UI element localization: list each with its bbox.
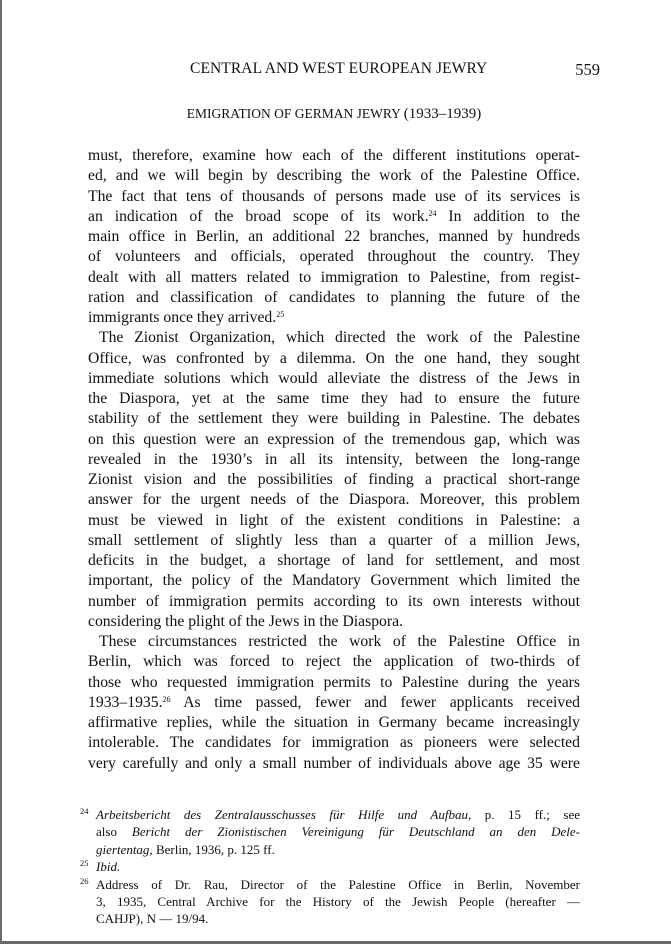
body-line: These circumstances restricted the work of the Palestine Office in: [99, 633, 580, 650]
page-number: 559: [575, 60, 600, 79]
footnote-italic: Bericht der Zionistischen Vereinigung für Deutschland an den Dele-: [131, 824, 580, 840]
body-line: Berlin, which was forced to reject the application of two-thirds of: [88, 653, 580, 671]
running-header: [88, 60, 600, 84]
footnote-line: [80, 858, 580, 875]
footnote-reference-26[interactable]: 26: [162, 694, 171, 704]
body-line-part: 1933–1935.: [88, 693, 163, 711]
footnotes: [80, 806, 580, 928]
body-line-part: As time passed, fewer and fewer applicants received: [183, 693, 580, 711]
body-line: intolerable. The candidates for immigration as pioneers were selected: [88, 734, 580, 752]
footnote-number: 24: [80, 806, 89, 816]
footnote-line: [80, 841, 580, 858]
body-line: The Zionist Organization, which directed the work of the Palestine: [99, 329, 580, 347]
body-line: the Diaspora, yet at the same time they had to ensure the future: [88, 390, 580, 407]
footnote-text: Berlin, 1936, p. 125 ff.: [155, 841, 275, 857]
running-title: CENTRAL AND WEST EUROPEAN JEWRY: [190, 60, 488, 77]
footnote-24: [80, 806, 580, 858]
body-text: [88, 146, 580, 774]
section-title-text: EMIGRATION OF GERMAN JEWRY: [186, 106, 401, 121]
body-line: revealed in the 1930’s in all its intensity, between the long-range: [88, 450, 580, 468]
footnote-number: 26: [80, 875, 89, 886]
section-title: [88, 106, 580, 123]
footnote-text: p. 15 ff.; see: [484, 807, 580, 822]
body-line: number of immigration permits according to its own interests without: [88, 592, 580, 610]
footnote-line: 3, 1935, Central Archive for the History of the Jewish People (hereafter —: [96, 894, 580, 910]
footnote-italic: Arbeitsbericht des Zentralausschusses für Hilfe und Aufbau,: [96, 807, 472, 822]
footnote-line: [80, 823, 580, 840]
body-line: deficits in the budget, a shortage of land for settlement, and most: [88, 552, 580, 569]
body-line: of volunteers and officials, operated throughout the country. They: [88, 248, 580, 266]
footnote-italic: Ibid.: [96, 859, 121, 875]
body-line: must, therefore, examine how each of the different institutions operat-: [88, 147, 580, 164]
body-line-part: In addition to the: [448, 207, 580, 225]
body-line: ration and classification of candidates to planning the future of the: [88, 288, 580, 306]
body-line: [88, 308, 580, 328]
body-line: main office in Berlin, an additional 22 branches, manned by hundreds: [88, 228, 580, 245]
body-line: very carefully and only a small number of individuals above age 35 were: [88, 754, 580, 772]
body-line: important, the policy of the Mandatory Government which limited the: [88, 572, 580, 590]
body-line: small settlement of slightly less than a quarter of a million Jews,: [88, 531, 580, 549]
footnote-number: 25: [80, 858, 89, 869]
footnote-reference-24[interactable]: 24: [428, 208, 437, 218]
footnote-italic: giertentag,: [96, 841, 153, 857]
body-line: Zionist vision and the possibilities of finding a practical short-range: [88, 471, 580, 488]
section-title-years: (1933–1939): [403, 106, 482, 122]
footnote-reference-25[interactable]: 25: [276, 310, 285, 319]
footnote-line: CAHJP), N — 19/94.: [96, 911, 209, 927]
body-line: must be viewed in light of the existent conditions in Palestine: a: [88, 511, 580, 529]
body-line: dealt with all matters related to immigration to Palestine, from regist-: [88, 268, 580, 286]
footnote-26: [80, 876, 580, 928]
body-line: ed, and we will begin by describing the work of the Palestine Office.: [88, 167, 580, 185]
footnote-line: [80, 806, 580, 823]
body-line-part: immigrants once they arrived.: [88, 309, 277, 326]
body-line: stability of the settlement they were building in Palestine. The debates: [88, 410, 580, 428]
body-line: immediate solutions which would alleviate the distress of the Jews in: [88, 369, 580, 387]
footnote-line: Address of Dr. Rau, Director of the Palestine Office in Berlin, November: [96, 876, 580, 892]
body-line: those who requested immigration permits to Palestine during the years: [88, 673, 580, 691]
body-line: answer for the urgent needs of the Diaspora. Moreover, this problem: [88, 491, 580, 509]
body-line: [88, 207, 580, 227]
footnote-text: also: [96, 824, 117, 840]
body-line-part: an indication of the broad scope of its work.: [88, 207, 429, 225]
footnote-25: [80, 858, 580, 875]
body-line: Office, was confronted by a dilemma. On the one hand, they sought: [88, 349, 580, 367]
page-left-border: [0, 0, 2, 944]
body-line: The fact that tens of thousands of persons made use of its services is: [88, 187, 580, 205]
body-line: [88, 693, 580, 713]
body-line: on this question were an expression of the tremendous gap, which was: [88, 430, 580, 448]
body-line: affirmative replies, while the situation in Germany became increasingly: [88, 714, 580, 731]
body-line: considering the plight of the Jews in the Diaspora.: [88, 612, 403, 630]
